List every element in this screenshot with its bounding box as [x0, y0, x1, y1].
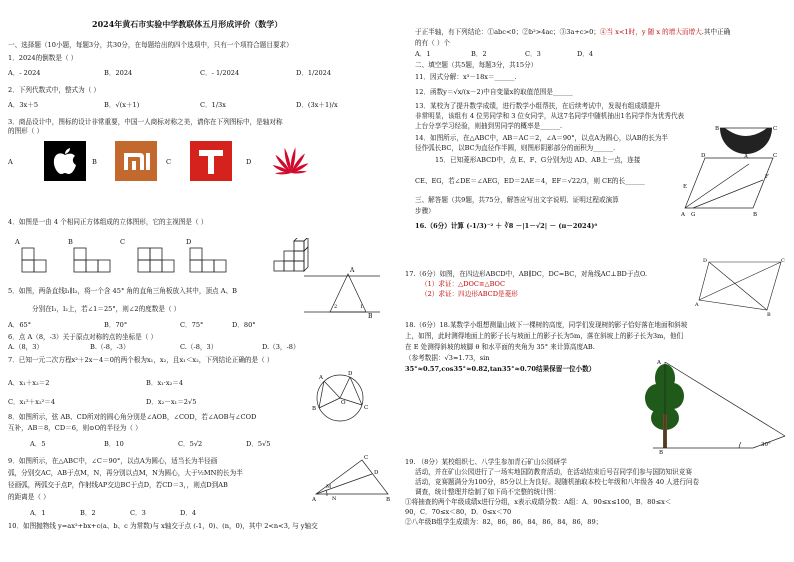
q2-option-a: A．3x＋5	[8, 101, 39, 109]
q17-quadrilateral-figure	[695, 256, 787, 316]
question-12: 12．函数y＝√x/(x－2)中自变量x的取值范围是______	[415, 88, 573, 96]
svg-text:2: 2	[334, 304, 338, 310]
q9-option-a: A．1	[30, 509, 46, 517]
q9-option-d: D．4	[180, 509, 197, 517]
q5-triangle-figure	[302, 262, 382, 322]
svg-text:B: B	[659, 450, 664, 454]
svg-text:D: D	[701, 153, 706, 159]
q10-conclusions: 于正半轴，有下列结论：①abc<0；②b²>4ac；③3a+c>0；④当 x<1时，y 随 x 的增大而增大.其中正确	[415, 28, 731, 36]
q3-label-c: C	[166, 158, 172, 166]
q2-option-c: C．1/3x	[200, 101, 226, 109]
svg-text:A: A	[695, 302, 699, 308]
question-13-cont1: 非常明显，该组有 4 位男同学和 3 位女同学，从这7名同学中随机抽出1名同学作为优秀代表	[415, 112, 685, 120]
svg-text:A: A	[657, 360, 661, 366]
question-9-cont3: 的距离是（ ）	[8, 493, 50, 501]
q18-tree-slope-figure	[643, 356, 789, 454]
q5-option-c: C．75°	[180, 321, 204, 329]
svg-text:F: F	[765, 174, 769, 180]
q6-option-b: B.（-8，-3）	[90, 343, 130, 351]
question-18-cont4: 35°≈0.57,cos35°≈0.82,tan35°≈0.70结果保留一位小数）	[405, 365, 596, 373]
q3-label-b: B	[92, 158, 97, 166]
q3-label-a: A	[8, 158, 13, 166]
huawei-logo-icon	[268, 141, 314, 181]
q5-option-d: D．80°	[232, 321, 256, 329]
q5-option-b: B．70°	[104, 321, 128, 329]
q10-option-c: C．3	[525, 50, 541, 58]
q8-circle-figure	[310, 368, 370, 428]
question-10-cont2: 的有（ ）个	[415, 39, 451, 47]
q9-option-c: C．3	[130, 509, 146, 517]
q8-option-b: B．10	[104, 440, 124, 448]
question-9-cont2: 径画弧，两弧交于点P，作射线AP交边BC于点D，若CD＝3，，则点D到AB	[8, 481, 228, 489]
angle-30-label: 30°	[761, 442, 771, 448]
svg-text:A: A	[744, 154, 748, 160]
question-15-cont: CE、EG，若∠DE＝∠AEG，ED＝2AE＝4，EF＝√22/3，则 CE的长______	[415, 177, 645, 185]
right-column	[397, 0, 794, 562]
section-two-heading: 二、填空题（共5题，每题3分，共15分）	[415, 61, 538, 69]
question-2: 2．下列代数式中，整式为（ ）	[8, 86, 101, 94]
question-9: 9．如图所示，在△ABC中，∠C＝90°，以点A为圆心，适当长为半径画	[8, 457, 218, 465]
svg-text:1: 1	[360, 304, 364, 310]
q9-triangle-figure	[312, 452, 392, 502]
question-3-cont: 的图形（ ）	[8, 127, 44, 135]
q6-option-a: A.（8，3）	[8, 343, 44, 351]
tesla-logo-icon	[190, 141, 232, 181]
question-10: 10．如图抛物线 y=ax²+bx+c(a、b、c 为常数)与 x轴交于点 (-1，0)、(n，0)，其中 2<n<3, 与 y轴交	[8, 522, 318, 530]
question-16: 16.（6分）计算 (-1/3)⁻² ＋ ∛8 －|1－√2| － (π－2024)⁰	[415, 222, 598, 230]
q4-view-figures	[8, 238, 328, 274]
svg-text:B: B	[767, 312, 771, 316]
question-3: 3．商品设计中，图标的设计非常重要，中国一人商标对称之美，请你在下列图标中，是轴对称	[8, 118, 283, 126]
svg-text:C: C	[773, 153, 778, 159]
q3-label-d: D	[246, 158, 252, 166]
question-13: 13．某校为了提升数学成绩，进行数学小组帮扶，在后续考试中，发现有组成绩提升	[415, 102, 661, 110]
q10-option-a: A．1	[415, 50, 431, 58]
question-17-part1: （1）求证：△DOC≌△BOC	[421, 280, 505, 288]
q5-option-a: A．65°	[8, 321, 32, 329]
svg-text:A: A	[681, 212, 685, 218]
question-8: 8．如图所示，弦 AB、CD所对的圆心角分别是∠AOB，∠COD，若∠AOB与∠COD	[8, 413, 257, 421]
section-one-heading: 一、选择题（10小题，每题3分，共30分，在每题给出的四个选项中，只有一个项符合题目要求）	[8, 41, 293, 49]
svg-text:B: B	[312, 406, 317, 412]
svg-text:A: A	[319, 375, 323, 381]
question-14: 14．如图所示，在△ABC中，AB＝AC＝2，∠A＝90°，以点A为圆心，以AB的长为半	[415, 134, 669, 142]
question-10-cont	[415, 28, 730, 36]
apple-logo-icon	[44, 141, 86, 181]
question-7: 7．已知一元二次方程x²＋2x－4＝0的两个根为x₁，x₂，且x₁＜x₂，下列结论正确的是（ ）	[8, 356, 274, 364]
svg-text:D: D	[348, 371, 353, 377]
q1-option-a: A．- 2024	[8, 69, 41, 77]
question-15: 15．已知菱形ABCD中，点 E、F、G分别为边 AD、AB上一点，连接	[435, 156, 641, 164]
question-6: 6．点 A（8，-3）关于原点对称的点的坐标是（ ）	[8, 333, 158, 341]
q1-option-c: C．- 1/2024	[200, 69, 240, 77]
q7-option-d: D．x₂－x₁＝2√5	[146, 398, 197, 406]
mi-logo-icon	[115, 141, 157, 181]
svg-text:E: E	[683, 184, 688, 190]
svg-text:B: B	[368, 313, 373, 320]
question-9-cont1: 弧，分别交AC，AB于点M，N，再分别以点M，N为圆心，大于½MN的长为半	[8, 469, 243, 477]
q6-option-c: C.（-8，3）	[180, 343, 218, 351]
question-19-cont3: 调查，统计整理并绘制了如下尚不完整的统计图：	[415, 488, 561, 496]
q1-option-d: D．1/2024	[296, 69, 332, 77]
q15-rhombus-figure	[679, 150, 779, 218]
q7-option-b: B．x₁·x₂＝4	[146, 379, 184, 387]
question-19-cont6: ②八年级B组学生成绩为：82，86，86，84，86，84，86，89；	[405, 518, 603, 526]
section-three-heading-cont: 步骤）	[415, 207, 435, 215]
q8-option-d: D．5√5	[246, 440, 271, 448]
svg-text:C: C	[364, 405, 369, 411]
question-18: 18.（6分）18.某数学小组想测量山坡下一棵树的高度，同学们发现树的影子恰好落在地面和斜坡	[405, 321, 688, 329]
question-17: 17.（6分）如图，在四边形ABCD中，AB∥DC，DC=BC，对角线AC⊥BD于点O.	[405, 270, 648, 278]
q10-option-d: D．4	[577, 50, 594, 58]
q9-option-b: B．2	[80, 509, 96, 517]
svg-text:C: C	[781, 258, 785, 264]
svg-text:A: A	[312, 497, 316, 502]
question-5: 5．如图，两条直线l₁∥l₂，将一个含 45° 角的直角三角板放入其中，顶点 A、B	[8, 287, 237, 295]
svg-text:G: G	[691, 212, 696, 218]
question-14-cont: 径作弧长BC，以BC为直径作半圆，则图形阴影部分的面积为______.	[415, 144, 616, 152]
svg-text:A: A	[350, 267, 355, 274]
q7-option-c: C．x₁²＋x₂²＝4	[8, 398, 56, 406]
q1-option-b: B．2024	[104, 69, 133, 77]
q2-option-b: B．√(x＋1)	[104, 101, 140, 109]
svg-text:M: M	[326, 484, 332, 490]
question-11: 11．因式分解：x³－18x＝______.	[415, 73, 517, 81]
question-18-cont2: 在 E 处测得斜坡的坡脚 θ 和水平面的夹角为 35° 来计算高度AB.	[405, 343, 595, 351]
svg-text:D: D	[374, 470, 379, 476]
svg-text:B: B	[715, 126, 720, 132]
q4-label-c: C	[120, 238, 126, 246]
question-19-cont5: 90，C．70≤x＜80，D．0≤x＜70	[405, 508, 512, 516]
question-1: 1．2024的倒数是（ ）	[8, 54, 78, 62]
question-5-cont: 分别在l₁，l₂上，若∠1＝25°，则∠2的度数是（ ）	[32, 305, 181, 313]
question-17-part2: （2）求证：四边形ABCD是菱形	[421, 290, 518, 298]
q2-option-d: D．(3x＋1)/x	[296, 101, 338, 109]
question-8-cont: 互补，AB＝8，CD＝6，则⊙O的半径为（ ）	[8, 424, 142, 432]
q7-option-a: A．x₁＋x₂＝2	[8, 379, 50, 387]
q4-label-a: A	[15, 238, 20, 246]
question-19: 19. （8分）某校组织七、八学生参加青石矿山公园研学	[405, 458, 567, 466]
q4-label-d: D	[186, 238, 192, 246]
svg-text:D: D	[703, 258, 708, 264]
q10-red-conclusion: ④当 x<1时，y 随 x 的增大而增大	[599, 28, 702, 36]
question-18-cont3: （参考数据：√3≈1.73，sin	[405, 354, 490, 362]
svg-text:C: C	[364, 455, 369, 461]
q8-option-a: A．5	[30, 440, 46, 448]
page-title: 2024年黄石市实验中学教联体五月形成评价（数学）	[92, 19, 283, 29]
svg-text:N: N	[332, 496, 337, 502]
question-19-cont1: 活动，并在矿山公园进行了一场实地国防教育活动，在活动结束后号召同学们参与国防知识竞赛	[415, 468, 692, 476]
svg-text:B: B	[386, 497, 391, 502]
q10-option-b: B．2	[471, 50, 487, 58]
q8-option-c: C．5√2	[178, 440, 203, 448]
question-18-cont1: 上，如图，此时测得地面上的影子长与坡面上的影子长为5m，落在斜坡上的影子长为3m，他们	[405, 332, 684, 340]
q4-label-b: B	[68, 238, 73, 246]
question-13-cont2: 上台分享学习经验，则抽到男同学的概率是______.	[415, 122, 563, 130]
question-19-cont4: ①将抽查的两个年级成绩x进行分组，x表示成绩分数：A组：A．90≤x≤100，B．80≤x＜	[405, 498, 672, 506]
question-4: 4．如图是一由 4 个相同正方体组成的立体图形，它的主视图是（ ）	[8, 218, 208, 226]
svg-text:O: O	[341, 400, 346, 406]
svg-text:C: C	[773, 126, 777, 132]
svg-text:B: B	[753, 212, 758, 218]
section-three-heading: 三、解答题（共9题，共75分，解答应写出文字说明、证明过程或演算	[415, 196, 619, 204]
q6-option-d: D.（3，-8）	[262, 343, 300, 351]
question-19-cont2: 活动，竞赛题满分为100分，85分以上为良好。现随机抽取本校七年级和八年级各 40 人进行问卷	[415, 478, 700, 486]
